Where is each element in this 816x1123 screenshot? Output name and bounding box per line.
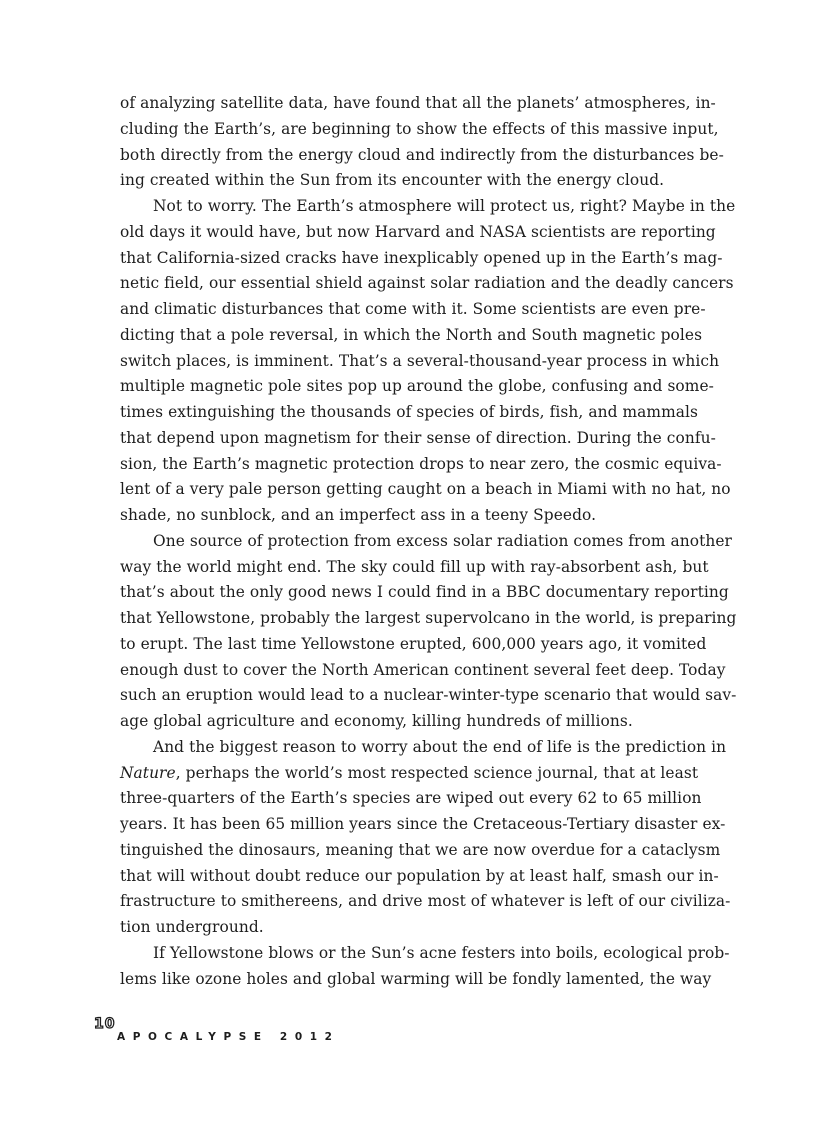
text-line: enough dust to cover the North American continent several feet deep. Today <box>120 660 726 679</box>
text-line: netic field, our essential shield against solar radiation and the deadly cancers <box>120 274 734 293</box>
text-line: switch places, is imminent. That’s a several-thousand-year process in which <box>120 351 720 370</box>
body-text <box>120 91 737 992</box>
text-line: to erupt. The last time Yellowstone erupted, 600,000 years ago, it vomited <box>120 634 707 653</box>
text-line: shade, no sunblock, and an imperfect ass in a teeny Speedo. <box>120 506 597 524</box>
text-line: multiple magnetic pole sites pop up around the globe, confusing and some- <box>120 377 714 396</box>
text-line: old days it would have, but now Harvard and NASA scientists are reporting <box>120 222 716 241</box>
page-footer <box>94 1016 394 1046</box>
paragraph <box>120 735 731 941</box>
text-line: If Yellowstone blows or the Sun’s acne festers into boils, ecological prob- <box>153 943 730 962</box>
paragraph <box>120 529 737 735</box>
text-line: and climatic disturbances that come with it. Some scientists are even pre- <box>120 300 706 318</box>
text-line: years. It has been 65 million years since the Cretaceous-Tertiary disaster ex- <box>120 815 726 833</box>
text-line: that’s about the only good news I could find in a BBC documentary reporting <box>120 583 729 602</box>
text-line: that will without doubt reduce our population by at least half, smash our in- <box>120 866 719 885</box>
text-line: lent of a very pale person getting caught on a beach in Miami with no hat, no <box>120 480 731 499</box>
text-line: times extinguishing the thousands of species of birds, fish, and mammals <box>120 403 698 421</box>
text-line: such an eruption would lead to a nuclear-winter-type scenario that would sav- <box>120 686 737 705</box>
text-line: tion underground. <box>120 918 264 936</box>
running-head: APOCALYPSE 2012 <box>117 1031 340 1043</box>
paragraph <box>120 194 736 529</box>
text-line: that Yellowstone, probably the largest supervolcano in the world, is preparing <box>120 609 737 627</box>
text-line: And the biggest reason to worry about the end of life is the prediction in <box>153 737 727 756</box>
text-line: Not to worry. The Earth’s atmosphere will protect us, right? Maybe in the <box>153 197 736 215</box>
text-line: lems like ozone holes and global warming will be fondly lamented, the way <box>120 969 712 988</box>
text-line: frastructure to smithereens, and drive most of whatever is left of our civiliza- <box>120 892 731 911</box>
page-number: 10 <box>94 1016 116 1032</box>
text-line: Nature, perhaps the world’s most respected science journal, that at least <box>120 763 699 782</box>
text-line: way the world might end. The sky could fill up with ray-absorbent ash, but <box>120 557 709 576</box>
text-line: that California-sized cracks have inexplicably opened up in the Earth’s mag- <box>120 248 723 267</box>
text-line: both directly from the energy cloud and indirectly from the disturbances be- <box>120 145 724 164</box>
text-line: One source of protection from excess solar radiation comes from another <box>153 531 732 550</box>
text-line: cluding the Earth’s, are beginning to show the effects of this massive input, <box>120 119 719 138</box>
text-line: ing created within the Sun from its encounter with the energy cloud. <box>120 171 665 190</box>
text-line: age global agriculture and economy, killing hundreds of millions. <box>120 712 633 730</box>
text-line: dicting that a pole reversal, in which the North and South magnetic poles <box>120 325 703 344</box>
text-line: that depend upon magnetism for their sense of direction. During the confu- <box>120 428 716 447</box>
journal-title: Nature <box>120 763 176 782</box>
paragraph <box>120 91 724 194</box>
text-line: tinguished the dinosaurs, meaning that we are now overdue for a cataclysm <box>120 840 721 859</box>
text-line: sion, the Earth’s magnetic protection drops to near zero, the cosmic equiva- <box>120 454 722 473</box>
text-line: three-quarters of the Earth’s species are wiped out every 62 to 65 million <box>120 789 702 808</box>
text-line: of analyzing satellite data, have found that all the planets’ atmospheres, in- <box>120 94 716 112</box>
paragraph <box>120 941 730 993</box>
